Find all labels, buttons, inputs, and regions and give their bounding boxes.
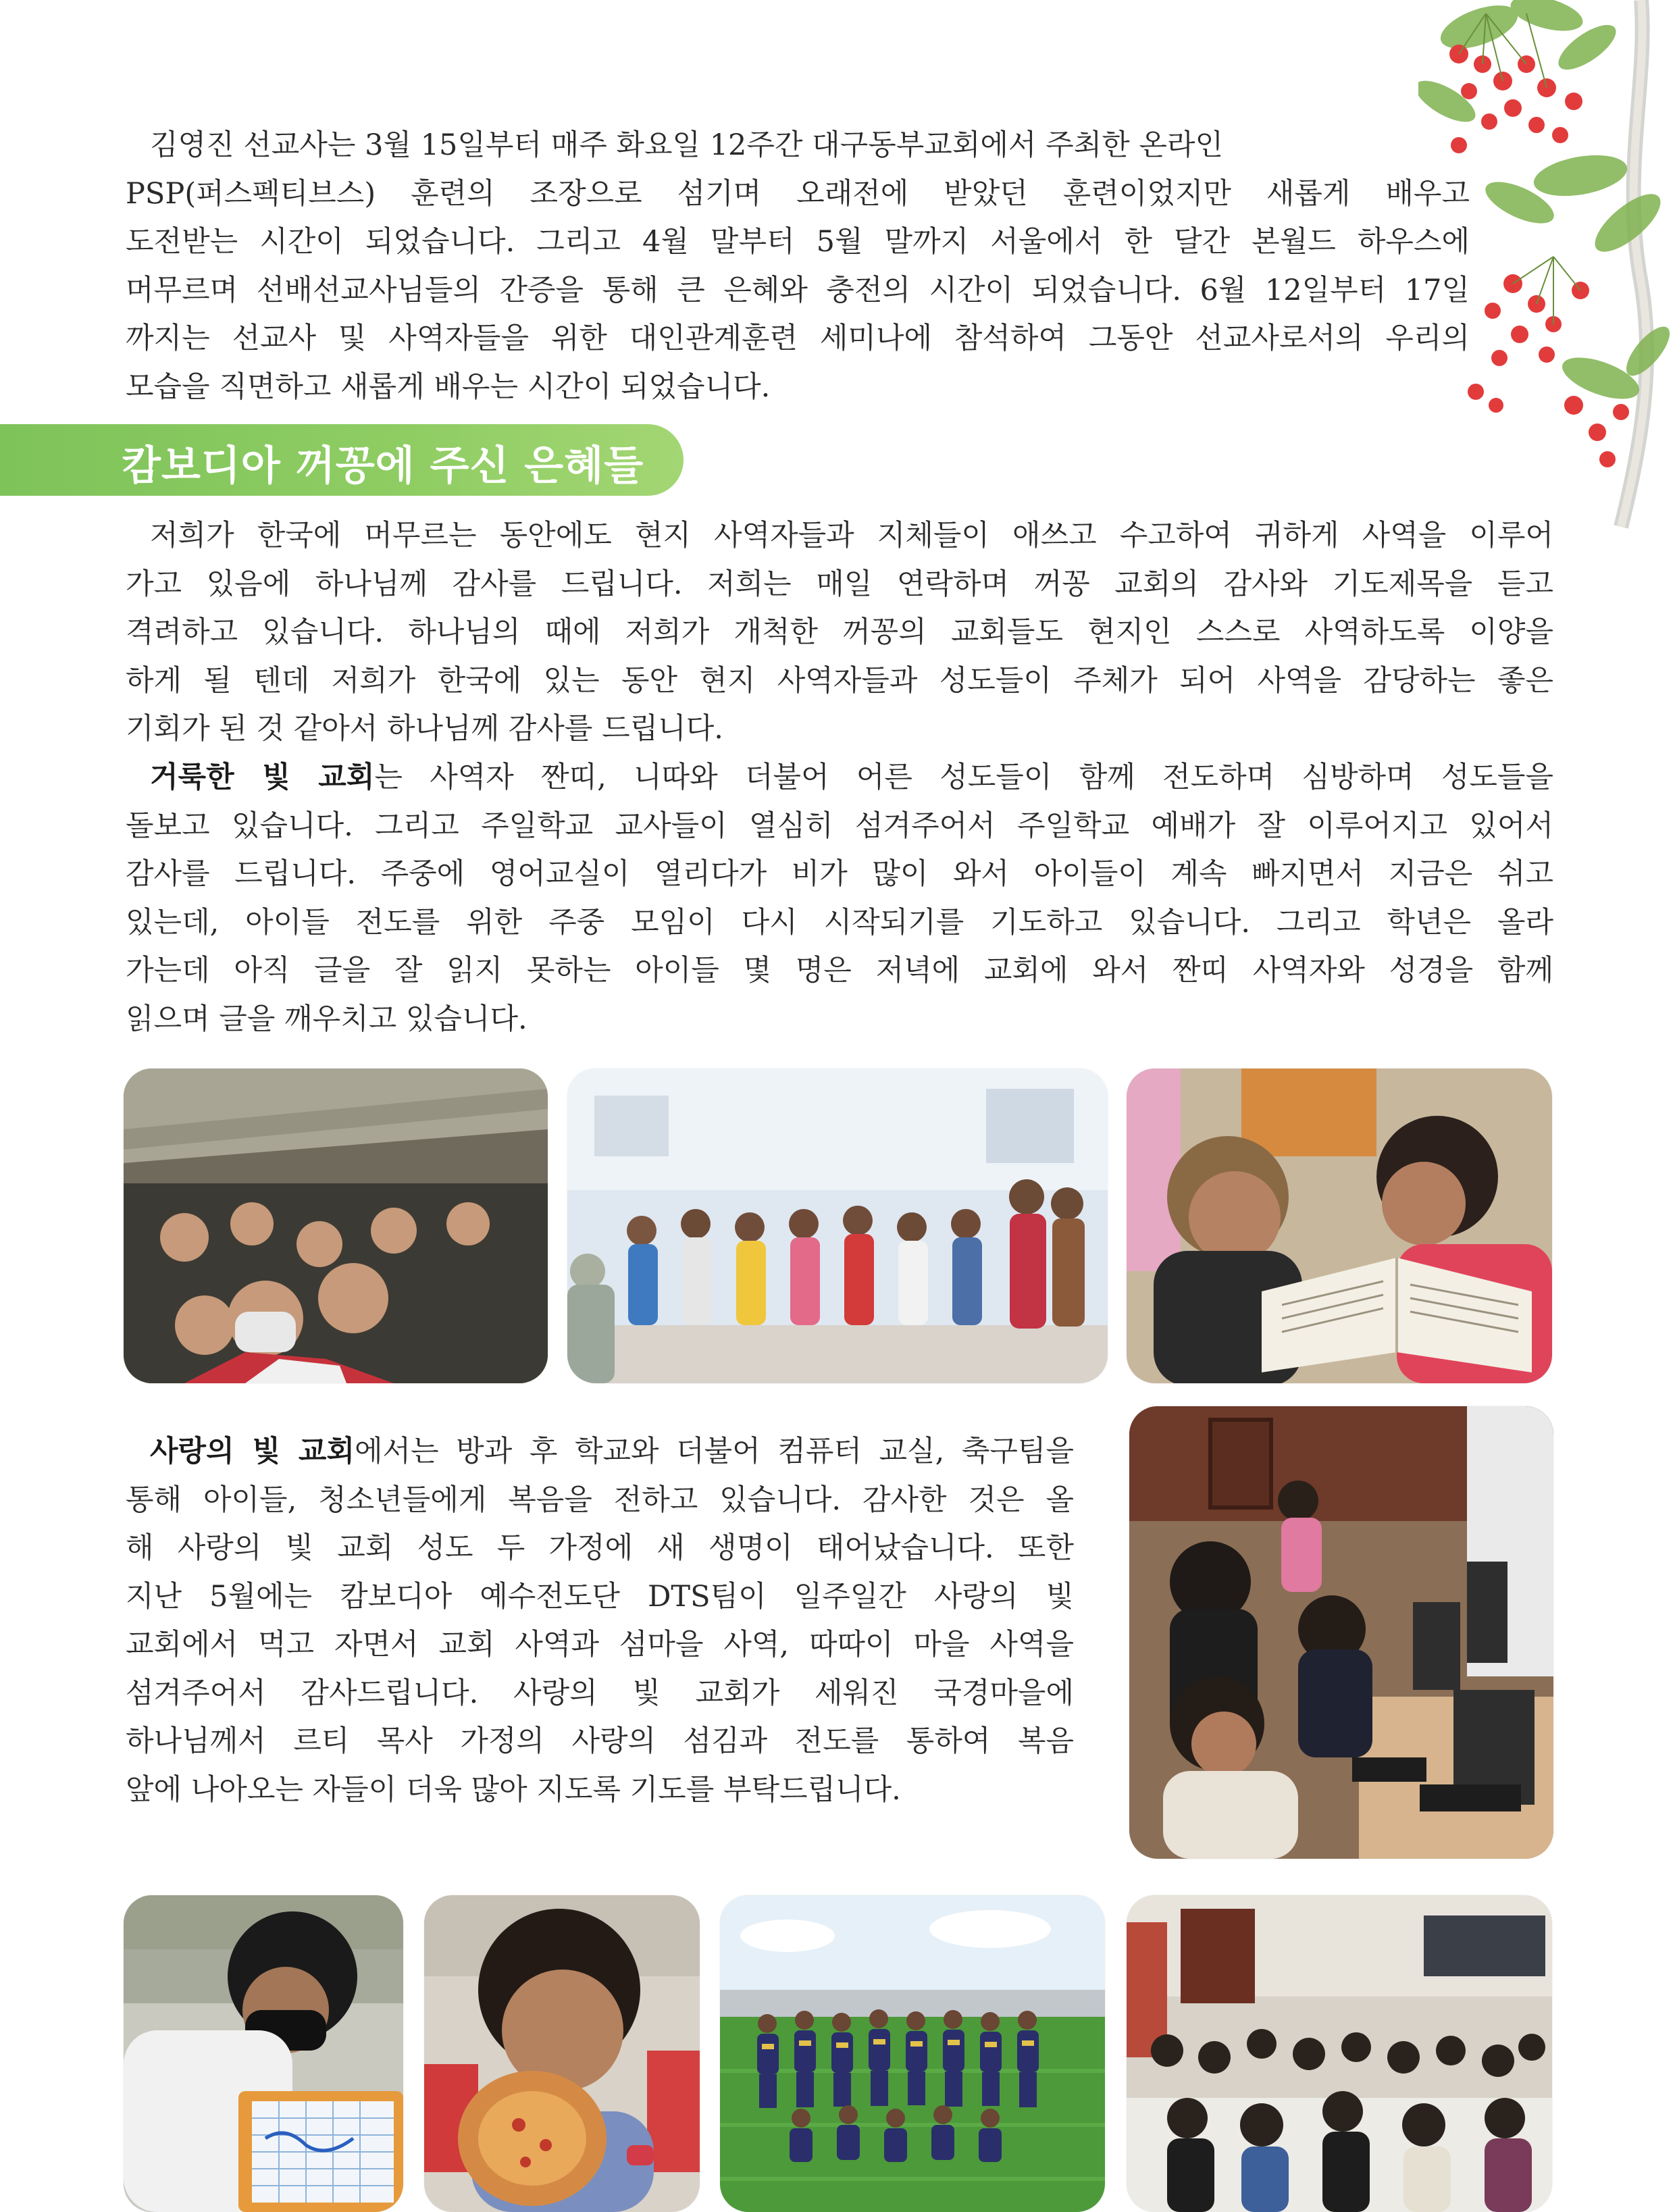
section-header	[0, 424, 684, 496]
body-line: 교회에서 먹고 자면서 교회 사역과 섬마을 사역, 따따이 마을 사역을	[126, 1628, 1074, 1662]
intro-line: 김영진 선교사는 3월 15일부터 매주 화요일 12주간 대구동부교회에서 주최한 온라인	[150, 128, 1224, 162]
church-name-holy-light: 거룩한 빛 교회	[150, 761, 375, 794]
body-line: 해 사랑의 빛 교회 성도 두 가정에 새 생명이 태어났습니다. 또한	[126, 1531, 1074, 1565]
intro-line: 머무르며 선배선교사님들의 간증을 통해 큰 은혜와 충전의 시간이 되었습니다. 6월 12일부터 17일	[126, 273, 1470, 307]
body-line: 기회가 된 것 같아서 하나님께 감사를 드립니다.	[126, 712, 723, 746]
body-line: 섬겨주어서 감사드립니다. 사랑의 빛 교회가 세워진 국경마을에	[126, 1676, 1074, 1710]
body-line	[126, 754, 1553, 802]
church-name-love-light: 사랑의 빛 교회	[150, 1435, 355, 1468]
body-line: 하게 될 텐데 저희가 한국에 있는 동안 현지 사역자들과 성도들이 주체가 되어 사역을 감당하는 좋은	[126, 663, 1553, 698]
body-line: 읽으며 글을 깨우치고 있습니다.	[126, 1002, 527, 1036]
computer-class-photo	[1129, 1406, 1553, 1859]
body-line	[126, 1428, 1074, 1476]
body-line: 있는데, 아이들 전도를 위한 주중 모임이 다시 시작되기를 기도하고 있습니다. 그리고 학년은 올라	[126, 905, 1553, 940]
body-line: 격려하고 있습니다. 하나님의 때에 저희가 개척한 꺼꽁의 교회들도 현지인 스스로 사역하도록 이양을	[126, 615, 1553, 649]
girl-eating-photo	[424, 1895, 700, 2212]
football-team-photo	[720, 1895, 1105, 2212]
body-text: 는 사역자 짠띠, 니따와 더불어 어른 성도들이 함께 전도하며 심방하며 성도들을	[374, 761, 1554, 794]
body-line: 앞에 나아오는 자들이 더욱 많아 지도록 기도를 부탁드립니다.	[126, 1772, 901, 1807]
gratitude-paragraph	[126, 512, 1553, 754]
youth-group-photo	[124, 1069, 548, 1383]
intro-line: 도전받는 시간이 되었습니다. 그리고 4월 말부터 5월 말까지 서울에서 한 달간 본월드 하우스에	[126, 225, 1470, 259]
intro-paragraph	[126, 122, 1470, 411]
group-gathering-photo	[1127, 1895, 1552, 2212]
holy-light-church-paragraph	[126, 754, 1553, 1044]
body-line: 가고 있음에 하나님께 감사를 드립니다. 저희는 매일 연락하며 꺼꽁 교회의 감사와 기도제목을 듣고	[126, 567, 1553, 601]
body-line: 돌보고 있습니다. 그리고 주일학교 교사들이 열심히 섬겨주어서 주일학교 예배가 잘 이루어지고 있어서	[126, 808, 1553, 843]
bible-reading-photo	[1127, 1069, 1552, 1383]
intro-line: PSP(퍼스펙티브스) 훈련의 조장으로 섬기며 오래전에 받았던 훈련이었지만 새롭게 배우고	[126, 176, 1470, 211]
children-service-photo	[567, 1069, 1108, 1383]
body-line: 가는데 아직 글을 잘 읽지 못하는 아이들 몇 명은 저녁에 교회에 와서 짠띠 사역자와 성경을 함께	[126, 954, 1553, 987]
body-text: 에서는 방과 후 학교와 더불어 컴퓨터 교실, 축구팀을	[354, 1435, 1074, 1468]
intro-line: 모습을 직면하고 새롭게 배우는 시간이 되었습니다.	[126, 369, 771, 404]
body-line: 하나님께서 르티 목사 가정의 사랑의 섬김과 전도를 통하여 복음	[126, 1724, 1074, 1758]
body-line: 통해 아이들, 청소년들에게 복음을 전하고 있습니다. 감사한 것은 올	[126, 1483, 1074, 1517]
body-line: 감사를 드립니다. 주중에 영어교실이 열리다가 비가 많이 와서 아이들이 계속 빠지면서 지금은 쉬고	[126, 857, 1553, 891]
intro-line: 까지는 선교사 및 사역자들을 위한 대인관계훈련 세미나에 참석하여 그동안 선교사로서의 우리의	[126, 321, 1470, 355]
love-light-church-paragraph	[126, 1428, 1074, 1814]
body-line: 저희가 한국에 머무르는 동안에도 현지 사역자들과 지체들이 애쓰고 수고하여 귀하게 사역을 이루어	[150, 519, 1553, 552]
body-line: 지난 5월에는 캄보디아 예수전도단 DTS팀이 일주일간 사랑의 빛	[126, 1579, 1074, 1614]
writing-student-photo	[124, 1895, 403, 2212]
section-title: 캄보디아 꺼꽁에 주신 은혜들	[122, 442, 644, 490]
